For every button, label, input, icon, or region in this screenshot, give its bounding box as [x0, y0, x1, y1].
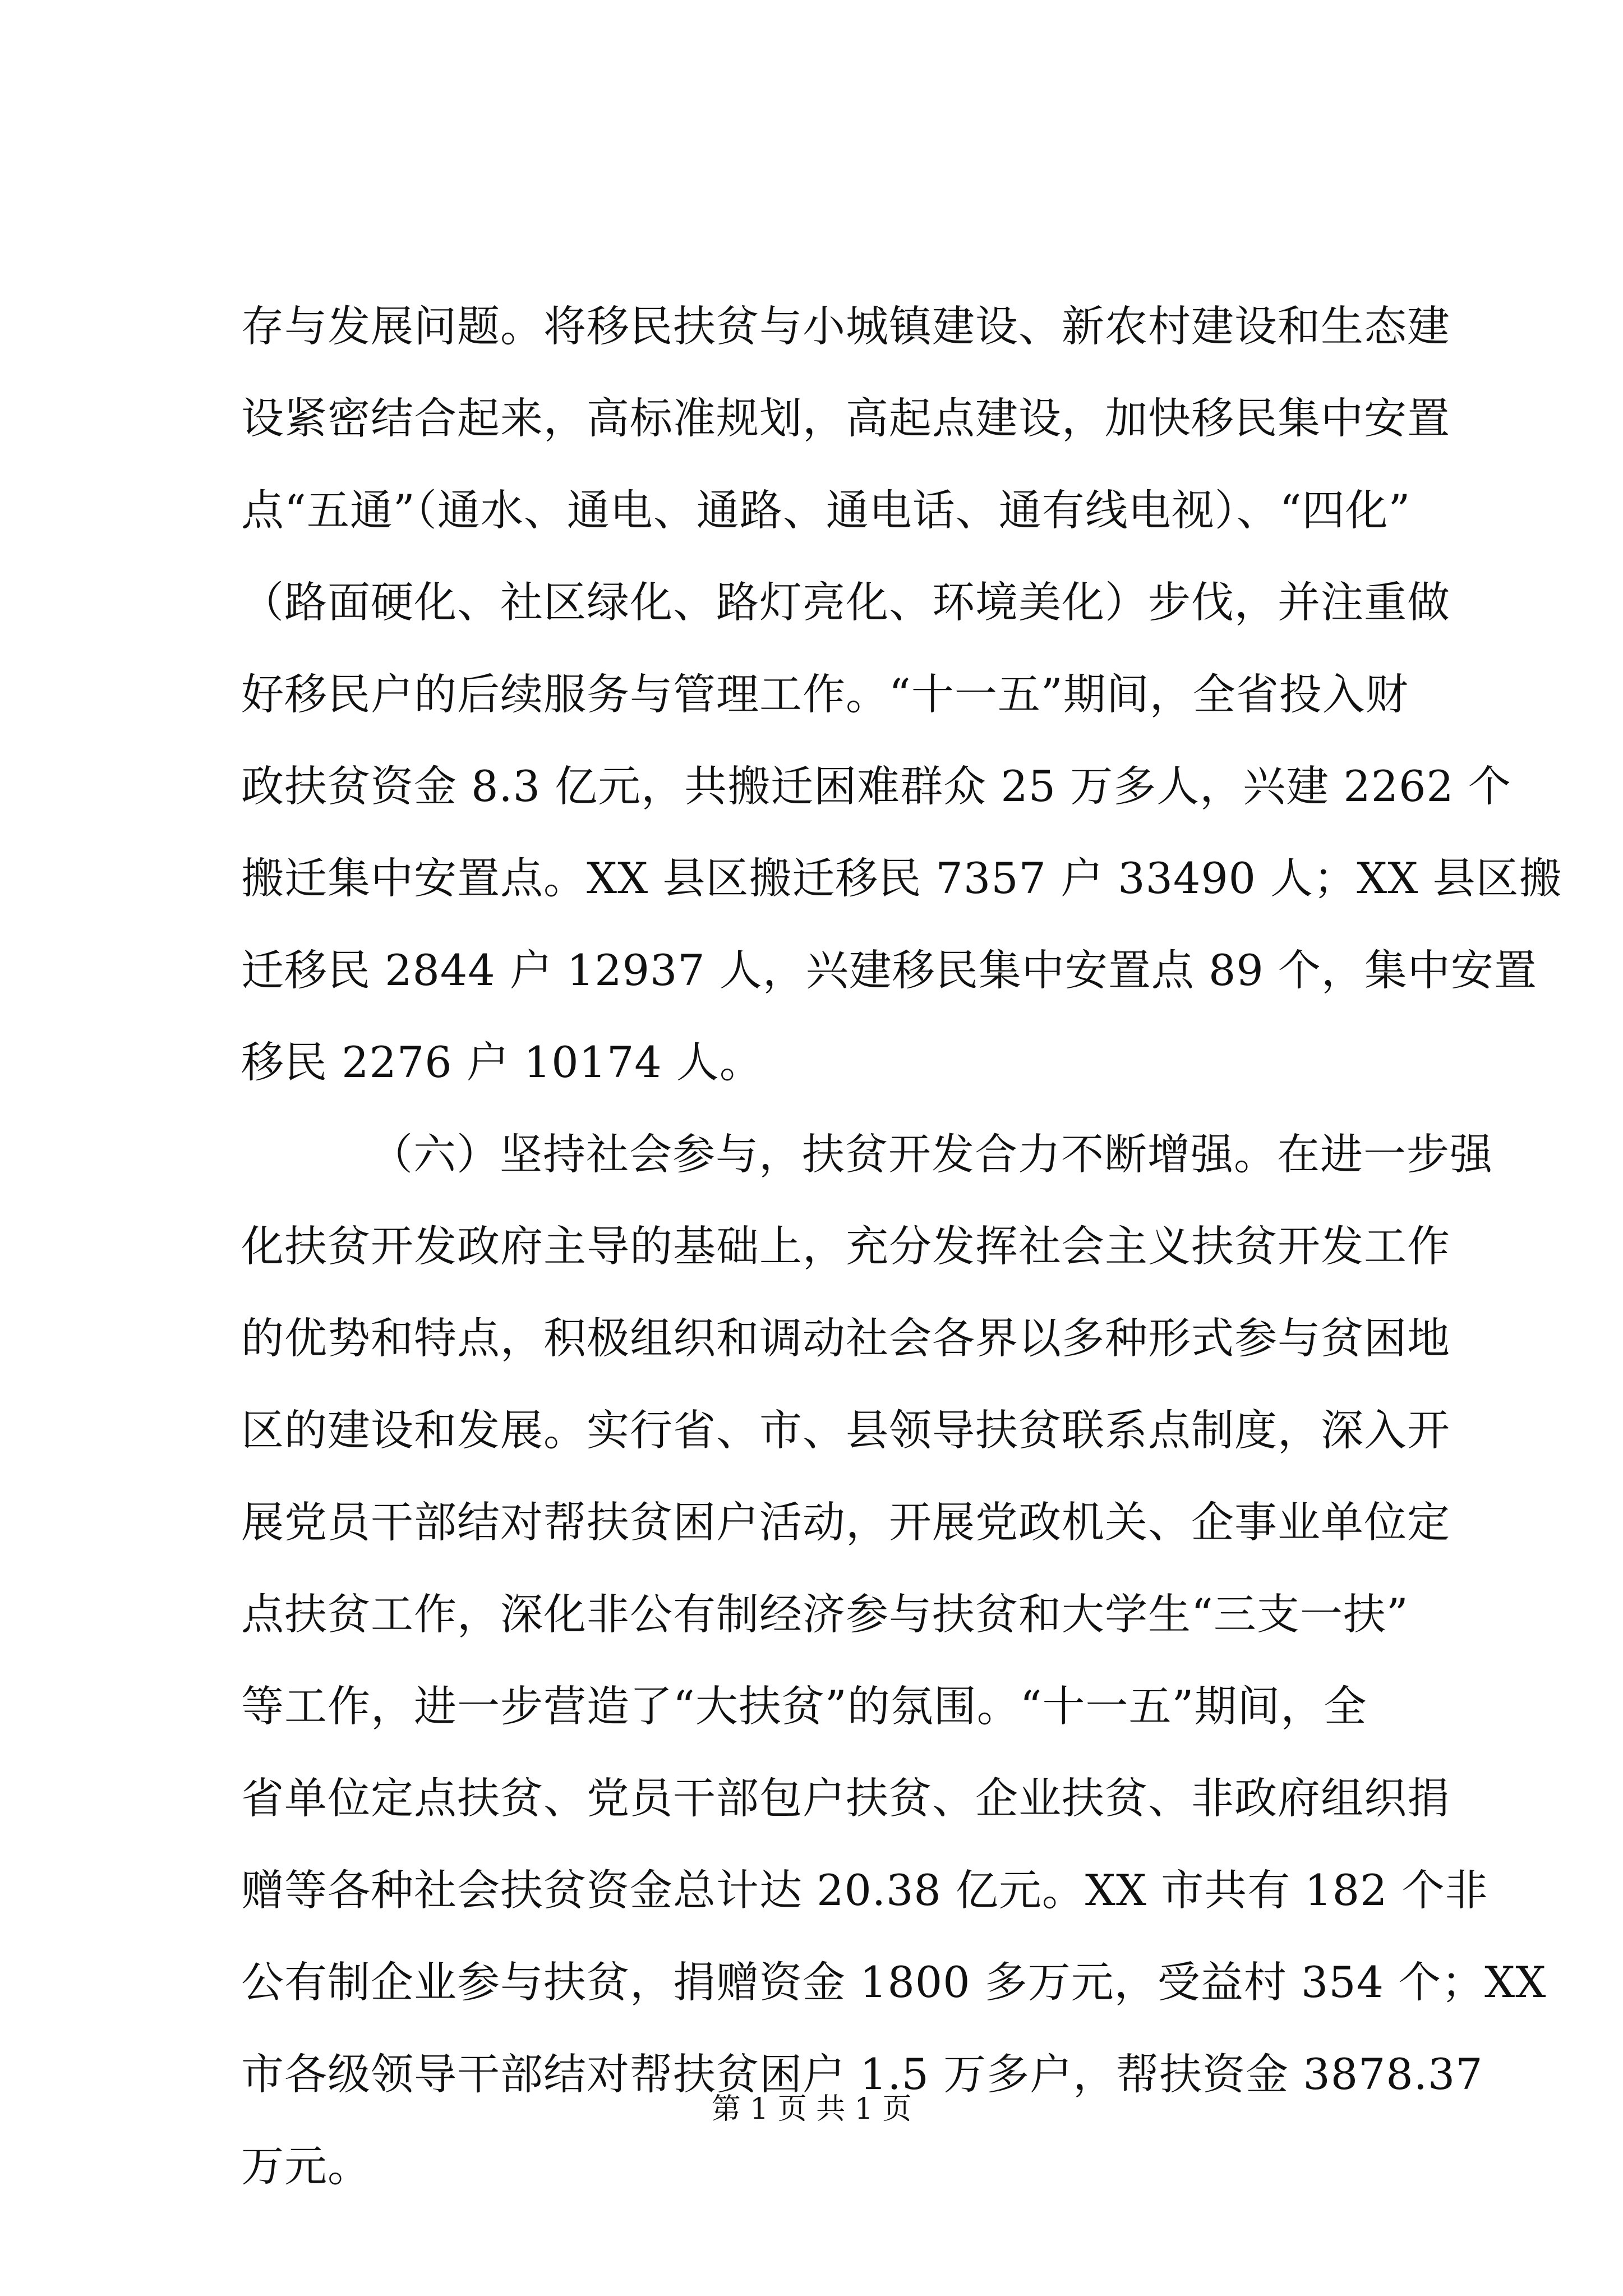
text-line: 展党员干部结对帮扶贫困户活动，开展党政机关、企事业单位定	[241, 1497, 1450, 1547]
text-line: （路面硬化、社区绿化、路灯亮化、环境美化）步伐，并注重做	[241, 577, 1450, 627]
text-line: 移民 2276 户 10174 人。	[241, 1037, 763, 1087]
text-line: 搬迁集中安置点。XX 县区搬迁移民 7357 户 33490 人；XX 县区搬	[241, 853, 1562, 903]
document-body	[241, 280, 1562, 2212]
text-line: 化扶贫开发政府主导的基础上，充分发挥社会主义扶贫开发工作	[241, 1221, 1450, 1271]
page-footer: 第 1 页 共 1 页	[711, 2092, 912, 2126]
text-line: 设紧密结合起来，高标准规划，高起点建设，加快移民集中安置	[241, 393, 1450, 443]
text-line: 等工作，进一步营造了“大扶贫”的氛围。“十一五”期间，全	[241, 1681, 1367, 1731]
paragraph-2	[241, 1108, 1547, 2212]
text-line: 赠等各种社会扶贫资金总计达 20.38 亿元。XX 市共有 182 个非	[241, 1865, 1488, 1915]
paragraph-heading-line: （六）坚持社会参与，扶贫开发合力不断增强。在进一步强	[370, 1129, 1493, 1179]
text-line: 市各级领导干部结对帮扶贫困户 1.5 万多户，帮扶资金 3878.37	[241, 2049, 1483, 2099]
text-line: 区的建设和发展。实行省、市、县领导扶贫联系点制度，深入开	[241, 1405, 1450, 1455]
text-line: 好移民户的后续服务与管理工作。“十一五”期间，全省投入财	[241, 669, 1409, 719]
text-line: 公有制企业参与扶贫，捐赠资金 1800 多万元，受益村 354 个；XX	[241, 1957, 1547, 2007]
text-line: 点扶贫工作，深化非公有制经济参与扶贫和大学生“三支一扶”	[241, 1589, 1409, 1639]
text-line: 迁移民 2844 户 12937 人，兴建移民集中安置点 89 个，集中安置	[241, 945, 1537, 995]
text-line: 存与发展问题。将移民扶贫与小城镇建设、新农村建设和生态建	[241, 301, 1450, 351]
text-line: 政扶贫资金 8.3 亿元，共搬迁困难群众 25 万多人，兴建 2262 个	[241, 761, 1511, 811]
text-line: 的优势和特点，积极组织和调动社会各界以多种形式参与贫困地	[241, 1313, 1450, 1363]
text-line: 万元。	[241, 2141, 371, 2191]
text-line: 点“五通”（通水、通电、通路、通电话、通有线电视）、“四化”	[241, 485, 1411, 535]
paragraph-1	[241, 280, 1562, 1108]
text-line: 省单位定点扶贫、党员干部包户扶贫、企业扶贫、非政府组织捐	[241, 1773, 1450, 1823]
